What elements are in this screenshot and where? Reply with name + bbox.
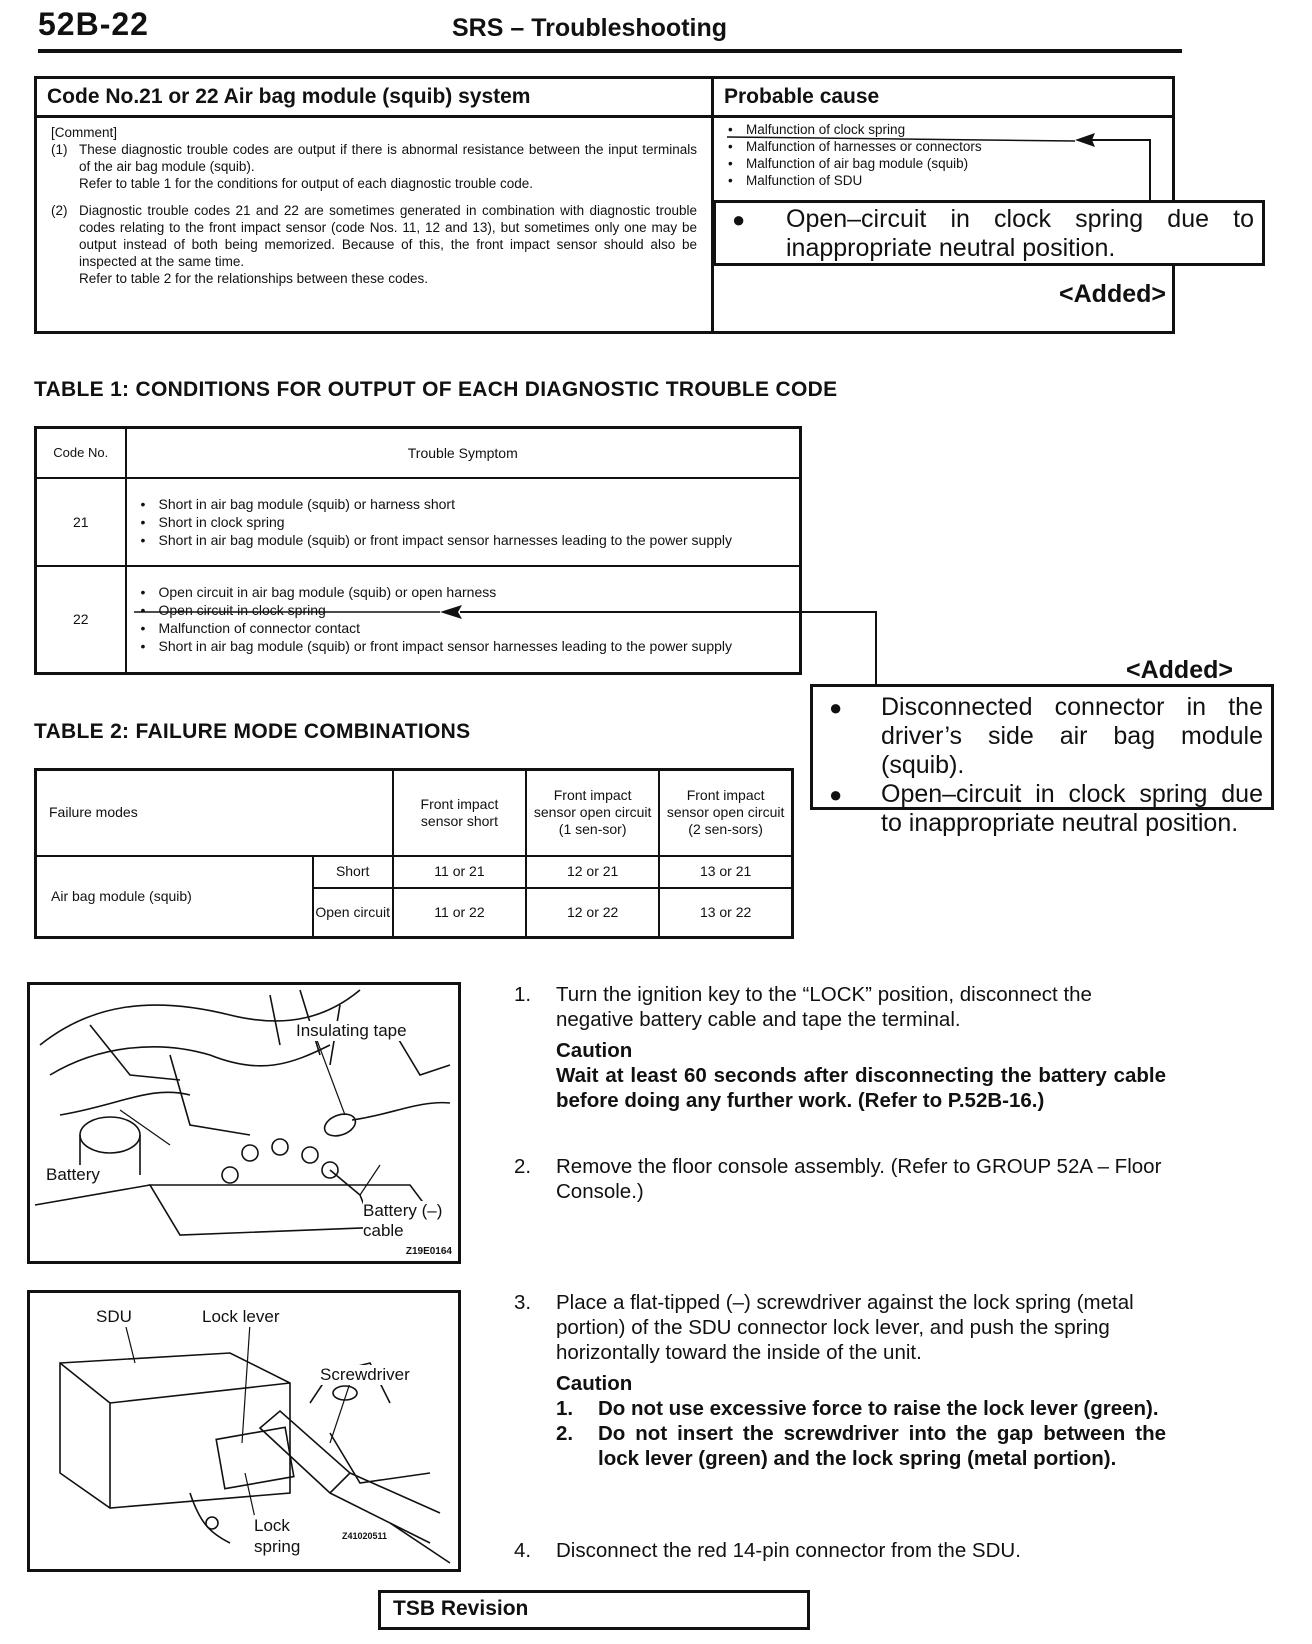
caution-1-text: Do not use excessive force to raise the lock lever (green). bbox=[598, 1397, 1159, 1420]
comment-1-ref: Refer to table 1 for the conditions for output of each diagnostic trouble code. bbox=[79, 176, 534, 191]
step-4-number: 4. bbox=[514, 1539, 532, 1562]
label-battery: Battery bbox=[46, 1165, 100, 1184]
step-2-text: Remove the floor console assembly. (Refer to GROUP 52A – Floor Console.) bbox=[556, 1155, 1162, 1203]
step-4-text: Disconnect the red 14-pin connector from the SDU. bbox=[556, 1539, 1021, 1562]
caution-2-text: Do not insert the screwdriver into the gap between the lock lever (green) and the lock spring (metal portion). bbox=[598, 1422, 1166, 1470]
symptom-item: • Malfunction of connector contact bbox=[133, 619, 786, 637]
table2-caption: TABLE 2: FAILURE MODE COMBINATIONS bbox=[34, 720, 471, 743]
comment-1-text: These diagnostic trouble codes are output if there is abnormal resistance between the input terminals of the air bag module (squib). bbox=[79, 142, 697, 174]
step-2 bbox=[514, 1154, 1166, 1204]
table2-value: 11 or 22 bbox=[393, 888, 526, 938]
comment-label: [Comment] bbox=[51, 125, 118, 140]
tsb-revision-box bbox=[378, 1590, 810, 1630]
figure-sdu bbox=[27, 1290, 461, 1572]
code-box-title: Code No.21 or 22 Air bag module (squib) system bbox=[37, 79, 711, 118]
label-lock-spring: Lock spring bbox=[254, 1515, 310, 1557]
step-3 bbox=[514, 1290, 1166, 1471]
table1-code-cell: 21 bbox=[36, 478, 126, 566]
table2-col-open1: Front impact sensor open circuit (1 sen-sor) bbox=[526, 770, 659, 856]
step-1-number: 1. bbox=[514, 983, 532, 1006]
step-1-text: Turn the ignition key to the “LOCK” position, disconnect the negative battery cable and tape the terminal. bbox=[556, 983, 1092, 1031]
table-row bbox=[36, 856, 793, 888]
added-callout-item: ● Disconnected connector in the driver’s side air bag module (squib). bbox=[813, 693, 1263, 780]
table1-col-symptom: Trouble Symptom bbox=[126, 428, 801, 478]
label-screwdriver: Screwdriver bbox=[320, 1365, 410, 1384]
table1-col-code: Code No. bbox=[36, 428, 126, 478]
table2 bbox=[34, 768, 794, 939]
table2-col-open2: Front impact sensor open circuit (2 sen-sors) bbox=[659, 770, 792, 856]
caution-2-number: 2. bbox=[556, 1422, 574, 1445]
step-1 bbox=[514, 982, 1166, 1113]
table2-row-label: Air bag module (squib) bbox=[36, 856, 313, 938]
symptom-item: • Open circuit in air bag module (squib) or open harness bbox=[133, 583, 786, 601]
step-3-caution-1 bbox=[556, 1396, 1166, 1421]
comment-2-number: (2) bbox=[51, 203, 68, 218]
label-insulating-tape: Insulating tape bbox=[296, 1021, 407, 1040]
table1 bbox=[34, 426, 802, 675]
probable-cause-item: • Malfunction of air bag module (squib) bbox=[720, 155, 1166, 172]
label-lock-lever: Lock lever bbox=[202, 1307, 280, 1326]
step-3-number: 3. bbox=[514, 1291, 532, 1314]
table2-sub-open: Open circuit bbox=[313, 888, 393, 938]
table2-sub-short: Short bbox=[313, 856, 393, 888]
figure-battery bbox=[27, 982, 461, 1264]
step-3-caution-2 bbox=[556, 1421, 1166, 1471]
label-sdu: SDU bbox=[96, 1307, 132, 1326]
step-1-caution-heading: Caution bbox=[556, 1039, 633, 1062]
table-row bbox=[36, 478, 801, 566]
comment-2-text: Diagnostic trouble codes 21 and 22 are sometimes generated in combination with diagnostic trouble codes relating to the front impact sensor (code Nos. 11, 12 and 13), but sometimes only one may be output instead of both being memorized. Because of this, the front impact sensor should also be inspected at the same time. bbox=[79, 203, 697, 269]
tsb-revision-label: TSB Revision bbox=[393, 1597, 529, 1620]
table2-value: 13 or 21 bbox=[659, 856, 792, 888]
probable-cause-item: • Malfunction of harnesses or connectors bbox=[720, 138, 1166, 155]
step-1-caution-text: Wait at least 60 seconds after disconnecting the battery cable before doing any further work. (Refer to P.52B-16.) bbox=[556, 1064, 1166, 1112]
figure1-code: Z19E0164 bbox=[405, 1246, 452, 1257]
comment-2-ref: Refer to table 2 for the relationships between these codes. bbox=[79, 271, 428, 286]
probable-cause-item: • Malfunction of clock spring bbox=[720, 121, 1166, 138]
page-number: 52B-22 bbox=[38, 6, 149, 42]
added-callout-item: ● Open–circuit in clock spring due to inappropriate neutral position. bbox=[813, 780, 1263, 838]
table2-value: 11 or 21 bbox=[393, 856, 526, 888]
table1-symptom-cell bbox=[126, 478, 801, 566]
page-title: SRS – Troubleshooting bbox=[452, 14, 728, 42]
comment-1-number: (1) bbox=[51, 142, 68, 157]
table2-value: 12 or 21 bbox=[526, 856, 659, 888]
symptom-item: • Short in air bag module (squib) or front impact sensor harnesses leading to the power supply bbox=[133, 531, 786, 549]
caution-1-number: 1. bbox=[556, 1397, 574, 1420]
symptom-item: • Short in air bag module (squib) or harness short bbox=[133, 495, 786, 513]
step-4 bbox=[514, 1538, 1166, 1563]
probable-cause-title: Probable cause bbox=[714, 79, 1172, 118]
figure2-code: Z41020511 bbox=[342, 1531, 388, 1541]
symptom-item: • Open circuit in clock spring bbox=[133, 601, 786, 619]
added-callout-table1 bbox=[810, 684, 1274, 837]
table-row bbox=[36, 566, 801, 674]
table2-col-failure-modes: Failure modes bbox=[36, 770, 393, 856]
probable-cause-item: • Malfunction of SDU bbox=[720, 172, 1166, 189]
table2-value: 12 or 22 bbox=[526, 888, 659, 938]
table1-code-cell: 22 bbox=[36, 566, 126, 674]
table1-header-row bbox=[36, 428, 801, 478]
table2-value: 13 or 22 bbox=[659, 888, 792, 938]
added-label-2: <Added> bbox=[1126, 656, 1233, 684]
label-battery-cable: Battery (–) cable bbox=[363, 1201, 453, 1241]
table2-col-short: Front impact sensor short bbox=[393, 770, 526, 856]
added-callout-text: ● Open–circuit in clock spring due to inappropriate neutral position. bbox=[716, 205, 1254, 263]
step-3-caution-heading: Caution bbox=[556, 1372, 633, 1395]
symptom-item: • Short in air bag module (squib) or front impact sensor harnesses leading to the power supply bbox=[133, 637, 786, 655]
sdu-illustration bbox=[30, 1293, 458, 1569]
table2-header-row bbox=[36, 770, 793, 856]
symptom-item: • Short in clock spring bbox=[133, 513, 786, 531]
table1-symptom-cell bbox=[126, 566, 801, 674]
added-label-1: <Added> bbox=[1059, 280, 1166, 308]
table1-caption: TABLE 1: CONDITIONS FOR OUTPUT OF EACH DIAGNOSTIC TROUBLE CODE bbox=[34, 378, 838, 401]
step-2-number: 2. bbox=[514, 1155, 532, 1178]
step-3-text: Place a flat-tipped (–) screwdriver against the lock spring (metal portion) of the SDU connector lock lever, and push the spring horizontally toward the inside of the unit. bbox=[556, 1291, 1134, 1364]
